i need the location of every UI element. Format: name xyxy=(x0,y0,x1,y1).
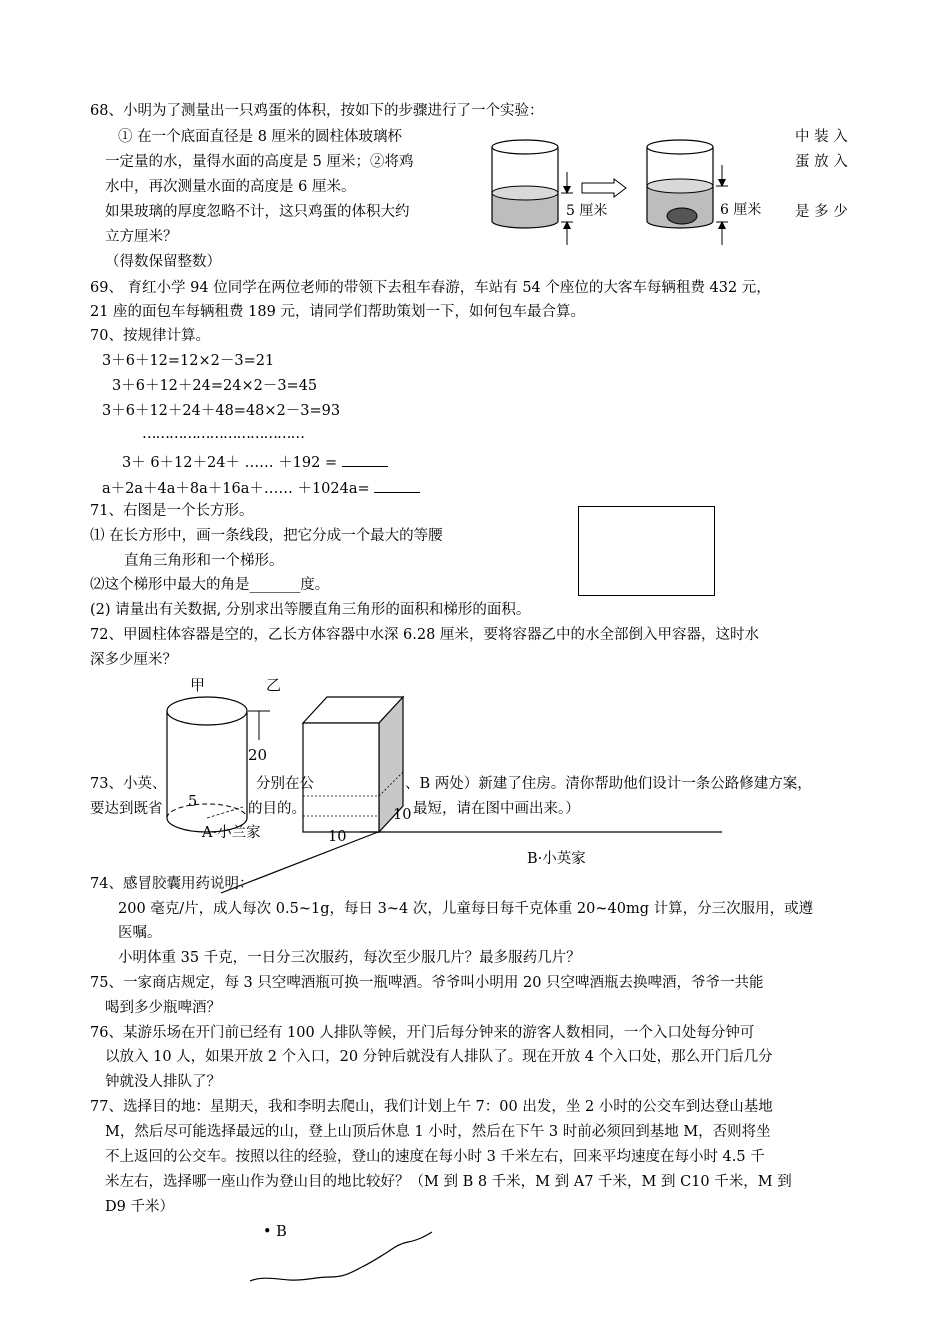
q71-p1b: 直角三角形和一个梯形。 xyxy=(124,553,284,569)
q70-eq4: 3＋ 6＋12＋24＋ …… ＋192 = xyxy=(122,455,338,471)
q71-p3: (2) 请量出有关数据, 分别求出等腰直角三角形的面积和梯形的面积。 xyxy=(90,602,531,618)
q73-label-A: A·小兰家 xyxy=(202,825,261,841)
q73-line2c: 最短，请在图中画出来。） xyxy=(413,801,580,817)
q70-title: 70、按规律计算。 xyxy=(90,328,210,344)
q74-line2: 医嘱。 xyxy=(118,925,162,941)
q68-line4: 水中，再次测量水面的高度是 6 厘米。 xyxy=(105,179,356,195)
q73-line1c: 、B 两处）新建了住房。清你帮助他们设计一条公路修建方案， xyxy=(405,776,812,792)
q70-eq3: 3＋6＋12＋24＋48=48×2－3=93 xyxy=(102,403,341,419)
q70-eq5: a＋2a＋4a＋8a＋16a＋…… ＋1024a= xyxy=(102,481,370,497)
q68-right3: 是 多 少 xyxy=(795,204,848,220)
q72-label-20: 20 xyxy=(248,746,268,764)
q75-line2: 喝到多少瓶啤酒？ xyxy=(105,1000,221,1016)
q77-line1: 77、选择目的地：星期天，我和李明去爬山，我们计划上午 7：00 出发，坐 2 小时的公交车到达登山基地 xyxy=(90,1099,773,1115)
q72-line1: 72、甲圆柱体容器是空的，乙长方体容器中水深 6.28 厘米，要将容器乙中的水全部倒入甲容器，这时水 xyxy=(90,627,759,643)
q71-p1a: ⑴ 在长方形中，画一条线段，把它分成一个最大的等腰 xyxy=(90,528,443,544)
q72-label-10a: 10 xyxy=(328,829,347,845)
q76-line1: 76、某游乐场在开门前已经有 100 人排队等候，开门后每分钟来的游客人数相同，一个入口处每分钟可 xyxy=(90,1025,755,1041)
q70-eq1: 3＋6＋12=12×2－3=21 xyxy=(102,353,275,369)
q73-line2b: 的目的。 xyxy=(248,801,306,817)
q68-line5: 如果玻璃的厚度忽略不计，这只鸡蛋的体积大约 xyxy=(105,204,410,220)
q72-label-jia: 甲 xyxy=(190,676,206,694)
q73-line1a: 73、小英、 xyxy=(90,776,167,792)
q77-line5: D9 千米） xyxy=(105,1199,174,1215)
q69-line1: 69、 育红小学 94 位同学在两位老师的带领下去租车春游，车站有 54 个座位的大客车每辆租费 432 元， xyxy=(90,280,771,296)
q77-line4: 米左右，选择哪一座山作为登山目的地比较好？（M 到 B 8 千米，M 到 A7 千米，M 到 C10 千米，M 到 xyxy=(105,1174,792,1190)
q72-label-10b: 10 xyxy=(393,807,412,823)
q76-line3: 钟就没人排队了？ xyxy=(105,1074,221,1090)
q77-label-B: • B xyxy=(263,1224,287,1240)
q68-label-6cm: 6 厘米 xyxy=(720,202,762,218)
q77-line3: 不上返回的公交车。按照以往的经验，登山的速度在每小时 3 千米左右，回来平均速度在每小时 4.5 千 xyxy=(105,1149,765,1165)
q68-line3: 一定量的水，量得水面的高度是 5 厘米；②将鸡 xyxy=(105,154,414,170)
q68-right1: 中 装 入 xyxy=(795,129,848,145)
q68-right2: 蛋 放 入 xyxy=(795,154,848,170)
q73-line2a: 要达到既省 xyxy=(90,801,163,817)
q68-line1: 68、小明为了测量出一只鸡蛋的体积，按如下的步骤进行了一个实验： xyxy=(90,103,544,119)
q71-p2: ⑵这个梯形中最大的角是_______度。 xyxy=(90,577,330,593)
q69-line2: 21 座的面包车每辆租费 189 元，请同学们帮助策划一下，如何包车最合算。 xyxy=(90,304,585,320)
q73-line1b: 分别在公 xyxy=(256,776,314,792)
q68-line7: （得数保留整数） xyxy=(105,254,221,270)
q74-title: 74、感冒胶囊用药说明： xyxy=(90,876,254,892)
q70-dots: ……………………………… xyxy=(142,426,304,442)
q68-line2: ① 在一个底面直径是 8 厘米的圆柱体玻璃杯 xyxy=(118,129,403,145)
q77-line2: M，然后尽可能选择最远的山，登上山顶后休息 1 小时，然后在下午 3 时前必须回到基地 M，否则将坐 xyxy=(105,1124,771,1140)
q68-line6: 立方厘米？ xyxy=(105,229,178,245)
q73-label-B: B·小英家 xyxy=(527,851,586,867)
q68-label-5cm: 5 厘米 xyxy=(566,203,608,219)
q72-label-5: 5 xyxy=(188,794,198,810)
q70-eq2: 3＋6＋12＋24=24×2－3=45 xyxy=(112,378,318,394)
q74-line1: 200 毫克/片，成人每次 0.5~1g，每日 3~4 次，儿童每日每千克体重 20~40mg 计算，分三次服用，或遵 xyxy=(118,901,814,917)
q76-line2: 以放入 10 人，如果开放 2 个入口，20 分钟后就没有人排队了。现在开放 4 个入口处，那么开门后几分 xyxy=(105,1049,773,1065)
q74-line3: 小明体重 35 千克，一日分三次服药，每次至少服几片？最多服药几片？ xyxy=(118,950,581,966)
q72-line2: 深多少厘米？ xyxy=(90,652,177,668)
q71-title: 71、右图是一个长方形。 xyxy=(90,503,254,519)
q72-label-yi: 乙 xyxy=(266,676,282,694)
q75-line1: 75、一家商店规定，每 3 只空啤酒瓶可换一瓶啤酒。爷爷叫小明用 20 只空啤酒瓶去换啤酒，爷爷一共能 xyxy=(90,975,764,991)
